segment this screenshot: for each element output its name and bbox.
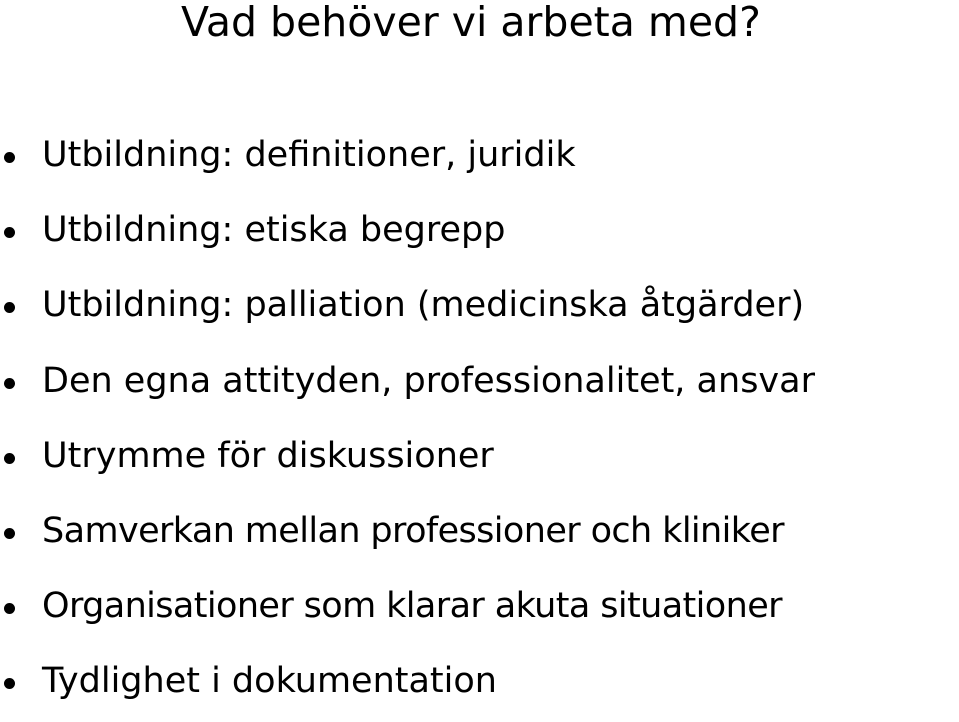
bullet-item [0, 646, 959, 721]
bullet-dot-icon [4, 378, 15, 389]
bullet-item [0, 270, 959, 345]
bullet-text: Utbildning: etiska begrepp [42, 210, 506, 251]
bullet-text: Utbildning: palliation (medicinska åtgärder) [42, 285, 805, 326]
bullet-dot-icon [4, 678, 15, 689]
bullet-text: Den egna attityden, professionalitet, ansvar [42, 360, 815, 401]
bullet-dot-icon [4, 603, 15, 614]
bullet-dot-icon [4, 453, 15, 464]
bullet-text: Samverkan mellan professioner och kliniker [42, 510, 784, 551]
bullet-item [0, 346, 959, 421]
bullet-item [0, 571, 959, 646]
bullet-item [0, 195, 959, 270]
bullet-item [0, 421, 959, 496]
bullet-dot-icon [4, 528, 15, 539]
bullet-list [0, 120, 959, 722]
bullet-dot-icon [4, 227, 15, 238]
bullet-text: Utbildning: definitioner, juridik [42, 135, 576, 175]
bullet-dot-icon [4, 152, 15, 163]
bullet-item [0, 496, 959, 571]
bullet-text: Utrymme för diskussioner [42, 435, 494, 476]
bullet-item [0, 120, 959, 195]
bullet-text: Organisationer som klarar akuta situationer [42, 586, 782, 627]
slide-title: Vad behöver vi arbeta med? [181, 0, 761, 46]
bullet-text: Tydlighet i dokumentation [42, 661, 497, 702]
bullet-dot-icon [4, 302, 15, 313]
